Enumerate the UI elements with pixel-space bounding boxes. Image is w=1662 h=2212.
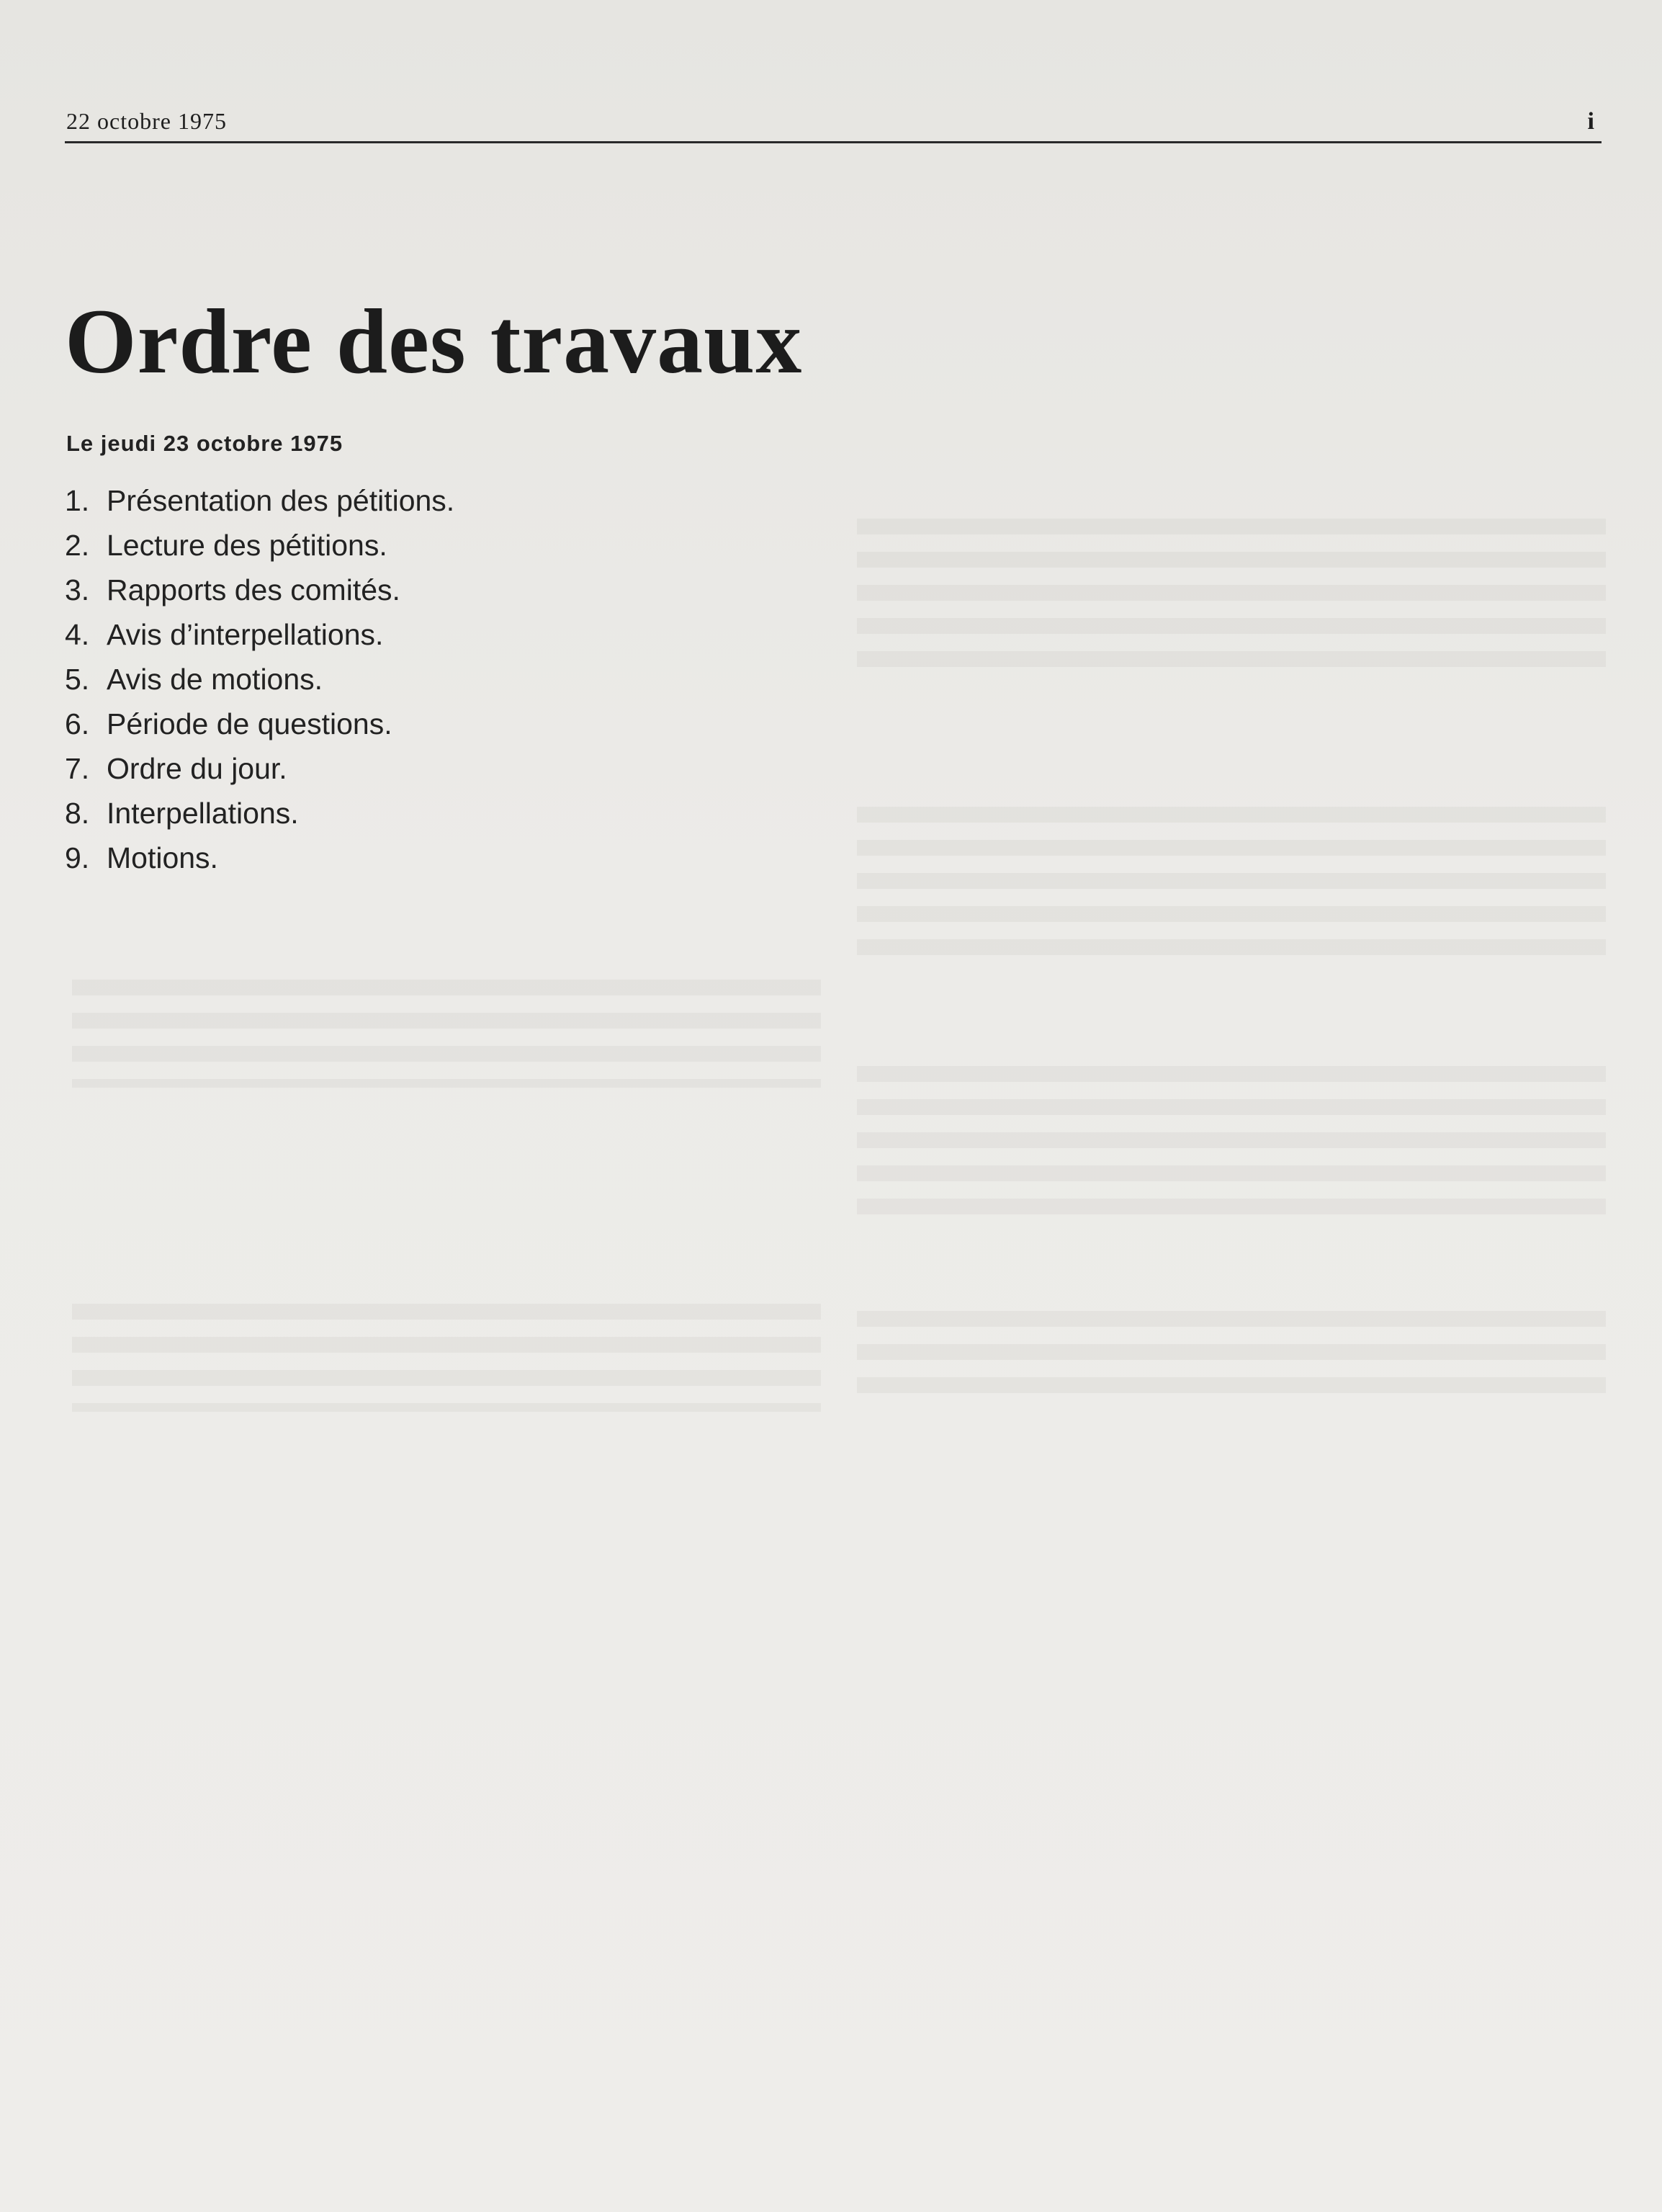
page-title: Ordre des travaux [65, 290, 803, 393]
bleed-through-decoration [857, 519, 1606, 684]
agenda-item-label: Ordre du jour. [107, 752, 287, 785]
bleed-through-decoration [72, 980, 821, 1088]
agenda-item-label: Rapports des comités. [107, 573, 400, 606]
agenda-item-number: 9. [65, 841, 90, 874]
agenda-item-number: 3. [65, 573, 90, 606]
agenda-item [65, 568, 454, 612]
agenda-item [65, 523, 454, 568]
agenda-item-number: 4. [65, 618, 90, 651]
agenda-item-label: Avis de motions. [107, 663, 323, 696]
agenda-date: Le jeudi 23 octobre 1975 [66, 431, 343, 456]
agenda-item [65, 612, 454, 657]
agenda-item-label: Motions. [107, 841, 218, 874]
agenda-item-number: 6. [65, 707, 90, 740]
agenda-item-label: Période de questions. [107, 707, 392, 740]
agenda-list [65, 478, 454, 880]
agenda-item-number: 5. [65, 663, 90, 696]
bleed-through-decoration [857, 807, 1606, 972]
agenda-item [65, 836, 454, 880]
header-date: 22 octobre 1975 [66, 108, 227, 134]
bleed-through-decoration [72, 1304, 821, 1412]
agenda-item-number: 2. [65, 529, 90, 562]
agenda-item [65, 702, 454, 746]
agenda-item-label: Lecture des pétitions. [107, 529, 387, 562]
page-header [65, 108, 1602, 143]
agenda-item-number: 7. [65, 752, 90, 785]
bleed-through-decoration [857, 1311, 1606, 1397]
agenda-item [65, 657, 454, 702]
agenda-item-label: Avis d’interpellations. [107, 618, 384, 651]
agenda-item [65, 478, 454, 523]
bleed-through-decoration [857, 1066, 1606, 1232]
agenda-item-label: Présentation des pétitions. [107, 484, 455, 517]
page-number: i [1587, 108, 1594, 135]
agenda-item-label: Interpellations. [107, 797, 299, 830]
agenda-item [65, 746, 454, 791]
agenda-item-number: 8. [65, 797, 90, 830]
agenda-item [65, 791, 454, 836]
agenda-item-number: 1. [65, 484, 90, 517]
